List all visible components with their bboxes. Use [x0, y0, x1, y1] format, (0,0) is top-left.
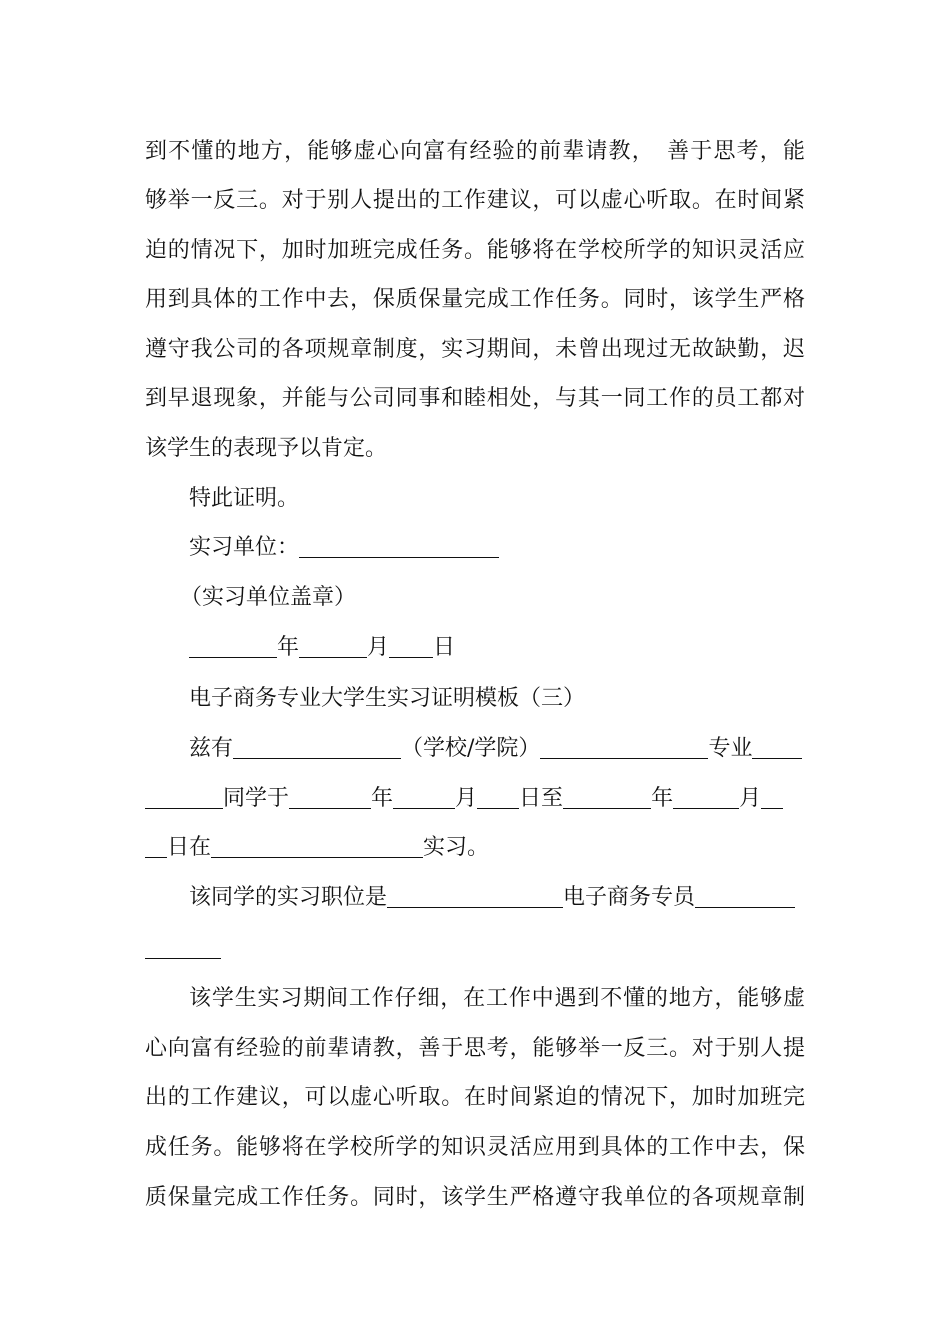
- certify-text: 特此证明。: [189, 486, 300, 511]
- seal-text: （实习单位盖章）: [180, 585, 357, 610]
- section-title: 电子商务专业大学生实习证明模板（三）: [189, 686, 586, 711]
- end-year-blank: [563, 786, 651, 809]
- day-blank: [389, 635, 433, 658]
- position-blank-left: [387, 885, 563, 908]
- school-blank: [540, 736, 708, 759]
- month-blank: [299, 635, 367, 658]
- paragraph2-line: 成任务。能够将在学校所学的知识灵活应用到具体的工作中去，保: [145, 1135, 805, 1160]
- company-blank: [211, 835, 423, 858]
- major-label: 专业: [708, 736, 753, 761]
- paragraph1-line: 该学生的表现予以肯定。: [145, 436, 388, 461]
- end-day-blank-cont: [145, 835, 167, 858]
- day-label: 日: [433, 635, 456, 660]
- paragraph2-line: 出的工作建议，可以虚心听取。在时间紧迫的情况下，加时加班完: [145, 1085, 805, 1110]
- paragraph2-line: 该学生实习期间工作仔细，在工作中遇到不懂的地方，能够虚: [189, 986, 805, 1011]
- internship-label: 实习。: [423, 835, 490, 860]
- position-value: 电子商务专员: [563, 885, 696, 910]
- year-blank: [189, 635, 277, 658]
- unit-line: [189, 533, 805, 563]
- year-label: 年: [277, 635, 300, 660]
- paragraph2-line: 质保量完成工作任务。同时，该学生严格遵守我单位的各项规章制: [145, 1185, 805, 1210]
- paragraph2-line: 心向富有经验的前辈请教，善于思考，能够举一反三。对于别人提: [145, 1036, 805, 1061]
- intro-label: 兹有: [189, 736, 234, 761]
- paragraph1-line: 够举一反三。对于别人提出的工作建议，可以虚心听取。在时间紧: [145, 188, 805, 213]
- school-label: （学校/学院）: [401, 736, 541, 761]
- form-line-3: [145, 833, 805, 863]
- date-line: [189, 633, 805, 663]
- major-blank: [752, 736, 802, 759]
- unit-label: 实习单位：: [189, 535, 300, 560]
- position-line: [189, 883, 805, 913]
- form-line-1: [189, 734, 805, 764]
- end-month-blank: [673, 786, 739, 809]
- start-month-blank: [393, 786, 455, 809]
- paragraph1-line: 遵守我公司的各项规章制度，实习期间，未曾出现过无故缺勤，迟: [145, 337, 805, 362]
- position-blank-right: [695, 885, 795, 908]
- student-label: 同学于: [223, 786, 290, 811]
- paragraph1-line: 到早退现象，并能与公司同事和睦相处，与其一同工作的员工都对: [145, 386, 805, 411]
- start-month-label: 月: [455, 786, 478, 811]
- paragraph1-line: 到不懂的地方，能够虚心向富有经验的前辈请教， 善于思考，能: [145, 139, 805, 164]
- form-line-2: [145, 784, 805, 814]
- start-day-blank: [477, 786, 519, 809]
- class-blank: [145, 786, 223, 809]
- end-month-label: 月: [739, 786, 762, 811]
- month-label: 月: [367, 635, 390, 660]
- end-year-label: 年: [651, 786, 674, 811]
- paragraph1-line: 迫的情况下，加时加班完成任务。能够将在学校所学的知识灵活应: [145, 238, 805, 263]
- start-year-blank: [289, 786, 371, 809]
- position-label: 该同学的实习职位是: [189, 885, 388, 910]
- paragraph1-line: 用到具体的工作中去，保质保量完成工作任务。同时，该学生严格: [145, 287, 805, 312]
- unit-blank: [299, 535, 499, 558]
- end-day-blank: [761, 786, 783, 809]
- at-label: 日在: [167, 835, 212, 860]
- from-to-label: 日至: [519, 786, 564, 811]
- name-blank: [233, 736, 401, 759]
- position-blank-continued: [145, 958, 221, 959]
- start-year-label: 年: [371, 786, 394, 811]
